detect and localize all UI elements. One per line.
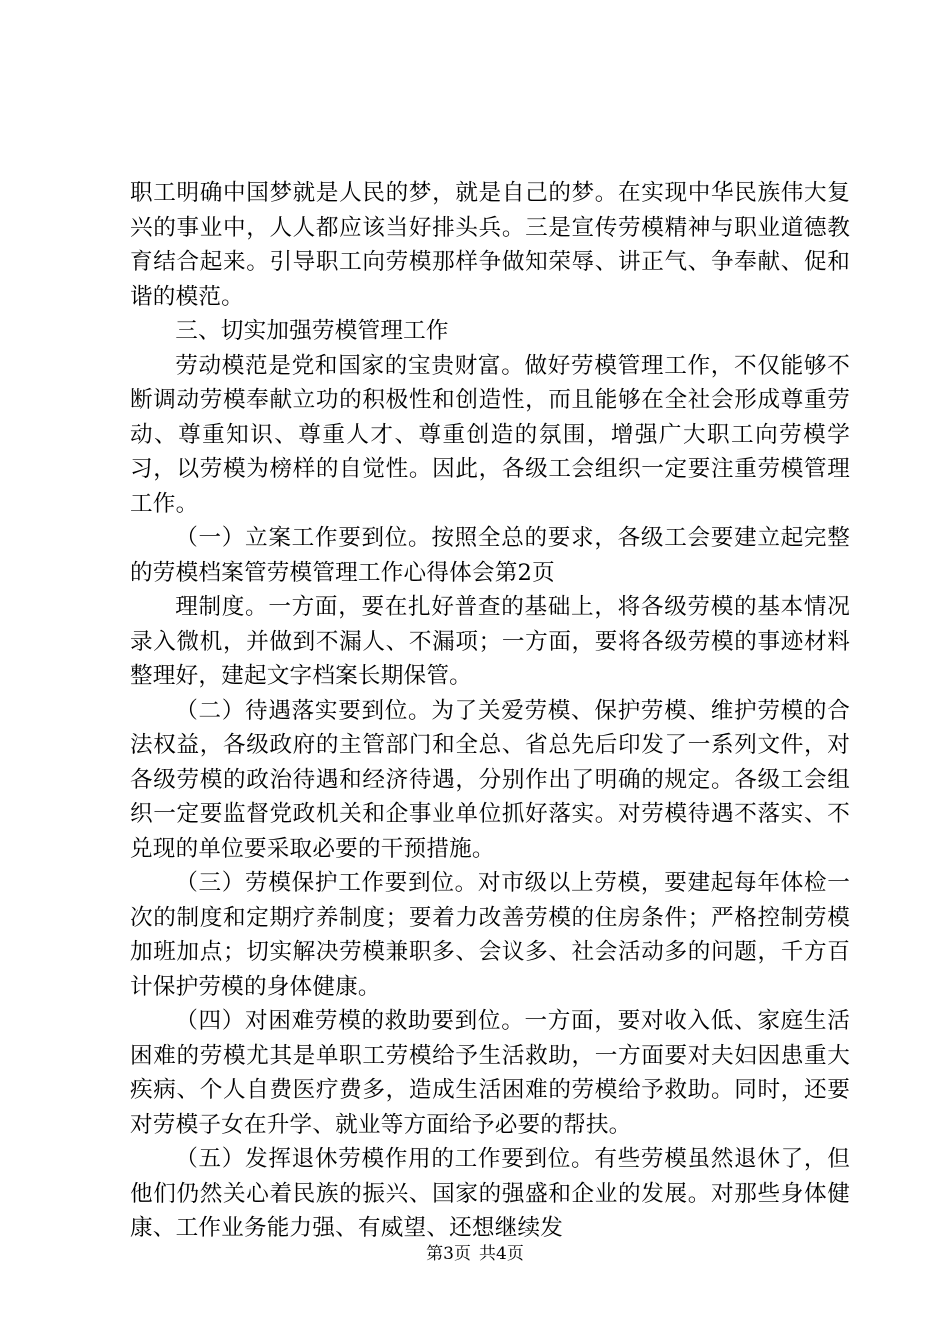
document-body [130,176,850,1246]
page-footer [0,1243,950,1265]
paragraph: （五）发挥退休劳模作用的工作要到位。有些劳模虽然退休了，但他们仍然关心着民族的振兴、国家的强盛和企业的发展。对那些身体健康、工作业务能力强、有威望、还想继续发 [130,1146,850,1241]
paragraph: （二）待遇落实要到位。为了关爱劳模、保护劳模、维护劳模的合法权益，各级政府的主管部门和全总、省总先后印发了一系列文件，对各级劳模的政治待遇和经济待遇，分别作出了明确的规定。各级工会组织一定要监督党政机关和企事业单位抓好落实。对劳模待遇不落实、不兑现的单位要采取必要的干预措施。 [130,697,850,862]
paragraph: 劳动模范是党和国家的宝贵财富。做好劳模管理工作，不仅能够不断调动劳模奉献立功的积极性和创造性，而且能够在全社会形成尊重劳动、尊重知识、尊重人才、尊重创造的氛围，增强广大职工向劳模学习，以劳模为榜样的自觉性。因此，各级工会组织一定要注重劳模管理工作。 [130,352,850,517]
paragraph-continuation: 职工明确中国梦就是人民的梦，就是自己的梦。在实现中华民族伟大复兴的事业中，人人都应该当好排头兵。三是宣传劳模精神与职业道德教育结合起来。引导职工向劳模那样争做知荣辱、讲正气、争奉献、促和谐的模范。 [130,180,850,310]
paragraph: 理制度。一方面，要在扎好普查的基础上，将各级劳模的基本情况录入微机，并做到不漏人、不漏项；一方面，要将各级劳模的事迹材料整理好，建起文字档案长期保管。 [130,594,850,689]
section-heading: 三、切实加强劳模管理工作 [175,318,449,344]
paragraph: （三）劳模保护工作要到位。对市级以上劳模，要建起每年体检一次的制度和定期疗养制度；要着力改善劳模的住房条件；严格控制劳模加班加点；切实解决劳模兼职多、会议多、社会活动多的问题，千方百计保护劳模的身体健康。 [130,870,850,1000]
paragraph: （四）对困难劳模的救助要到位。一方面，要对收入低、家庭生活困难的劳模尤其是单职工劳模给予生活救助，一方面要对夫妇因患重大疾病、个人自费医疗费多，造成生活困难的劳模给予救助。同时，还要对劳模子女在升学、就业等方面给予必要的帮扶。 [130,1008,850,1138]
current-page-number: 第3页 [426,1244,471,1264]
paragraph: （一）立案工作要到位。按照全总的要求，各级工会要建立起完整的劳模档案管劳模管理工作心得体会第2页 [130,525,850,586]
total-page-count: 共4页 [479,1244,524,1264]
